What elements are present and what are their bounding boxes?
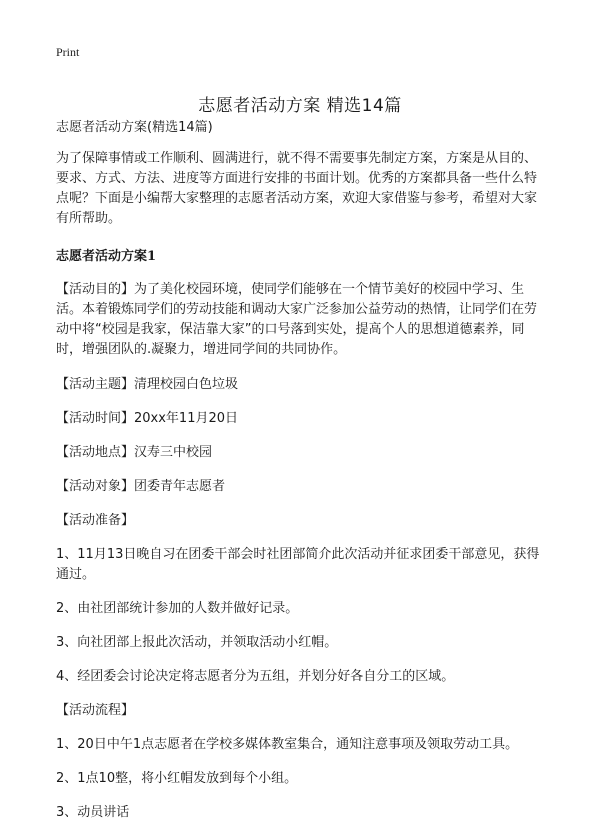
page-title: 志愿者活动方案 精选14篇 [198, 96, 402, 117]
field-preparation: 【活动准备】 [56, 513, 135, 528]
process-step: 3、动员讲话 [56, 805, 130, 820]
preparation-step: 1、11月13日晚自习在团委干部会时社团部简介此次活动并征求团委干部意见，获得通过。 [56, 547, 540, 582]
article-subtitle: 志愿者活动方案(精选14篇) [56, 120, 213, 135]
preparation-step: 3、向社团部上报此次活动，并领取活动小红帽。 [56, 635, 338, 650]
field-audience: 【活动对象】团委青年志愿者 [56, 479, 226, 494]
field-time: 【活动时间】20xx年11月20日 [56, 411, 239, 426]
preparation-step: 2、由社团部统计参加的人数并做好记录。 [56, 601, 299, 616]
process-heading: 【活动流程】 [56, 703, 135, 718]
process-step: 2、1点10整，将小红帽发放到每个小组。 [56, 771, 298, 786]
field-location: 【活动地点】汉寿三中校园 [56, 445, 213, 460]
process-step: 1、20日中午1点志愿者在学校多媒体教室集合，通知注意事项及领取劳动工具。 [56, 737, 519, 752]
article-body [56, 118, 548, 837]
purpose-paragraph: 【活动目的】为了美化校园环境，使同学们能够在一个情节美好的校园中学习、生活。本着锻炼同学们的劳动技能和调动大家广泛参加公益劳动的热情，让同学们在劳动中将“校园是我家，保洁靠大家”的口号落到实处，提高个人的思想道德素养，同时，增强团队的.凝聚力，增进同学间的共同协作。 [56, 282, 538, 357]
section-heading: 志愿者活动方案1 [56, 249, 157, 264]
preparation-step: 4、经团委会讨论决定将志愿者分为五组，并划分好各自分工的区域。 [56, 669, 455, 684]
field-theme: 【活动主题】清理校园白色垃圾 [56, 377, 239, 392]
print-link[interactable]: Print [56, 45, 80, 59]
intro-paragraph: 为了保障事情或工作顺利、圆满进行，就不得不需要事先制定方案，方案是从目的、要求、方式、方法、进度等方面进行安排的书面计划。优秀的方案都具备一些什么特点呢？下面是小编帮大家整理的志愿者活动方案，欢迎大家借鉴与参考，希望对大家有所帮助。 [56, 151, 538, 226]
